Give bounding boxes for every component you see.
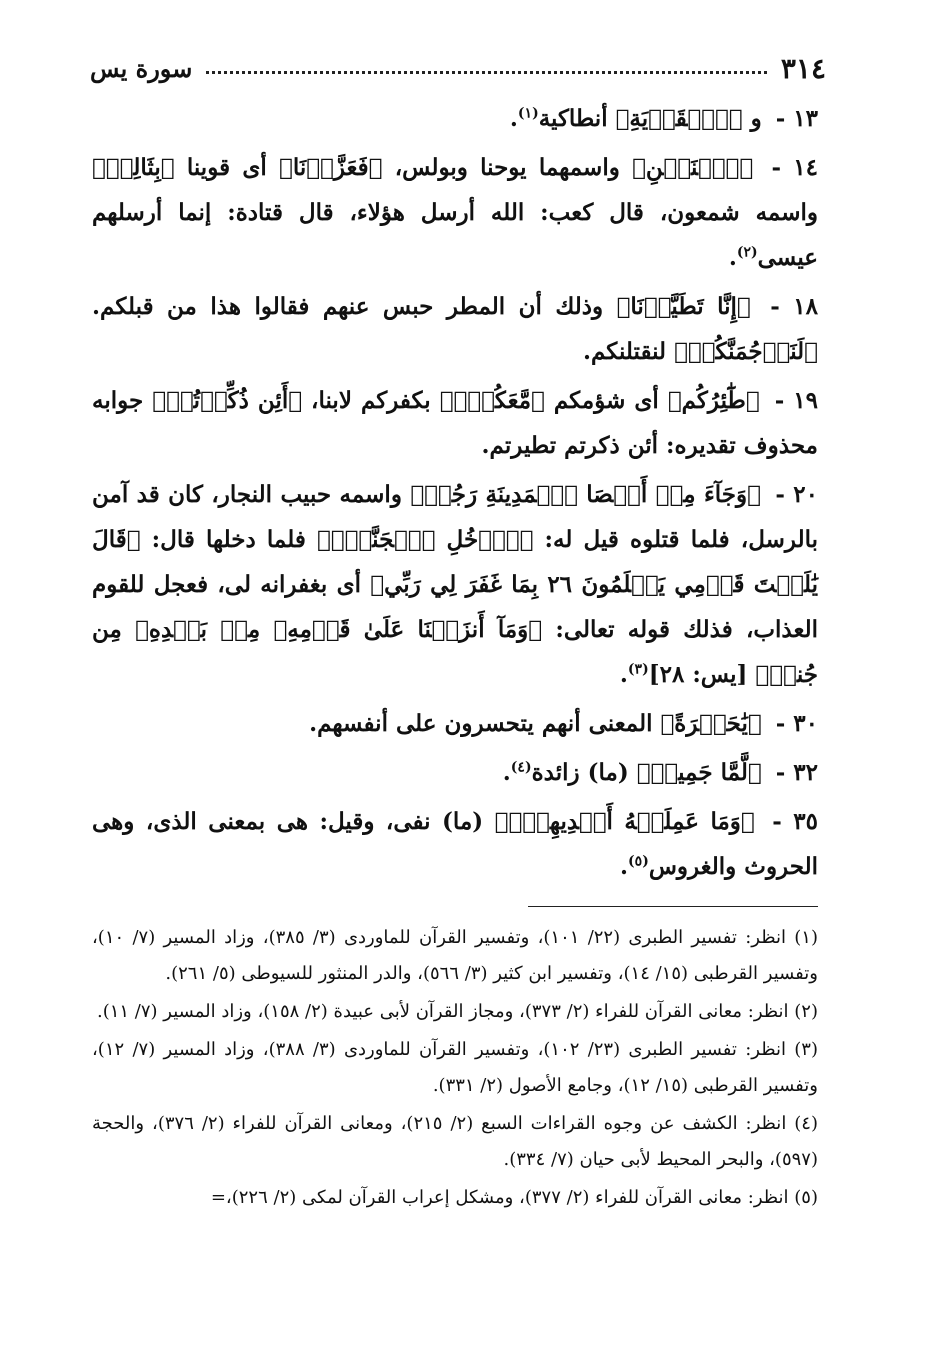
entry-text: ﴿إِنَّا تَطَيَّرۡنَا﴾ وذلك أن المطر حبس عنهم فقالوا هذا من قبلكم. ﴿لَنَرۡجُمَنَّكُمۡ﴾ لنقتلنكم. <box>92 293 818 365</box>
verse-number: ١٩ - <box>774 387 818 414</box>
verse-entry-14 <box>92 145 818 280</box>
entry-text: ﴿ٱثۡنَيۡنِ﴾ واسمهما يوحنا وبولس، ﴿فَعَزَّزۡنَا﴾ أى قوينا ﴿بِثَالِثٖ﴾ واسمه شمعون، قال كعب: الله أرسل هؤلاء، قال قتادة: إنما أرسلهم عيسى <box>92 154 818 271</box>
surah-name: سورة يس <box>90 53 193 83</box>
entry-text: ﴿يَٰحَسۡرَةً﴾ المعنى أنهم يتحسرون على أنفسهم. <box>309 710 762 737</box>
verse-entry-32 <box>92 750 818 795</box>
entry-text: و ﴿ٱلۡقَرۡيَةِ﴾ أنطاكية <box>538 105 762 132</box>
verse-number: ١٣ - <box>775 105 818 132</box>
footnote-ref[interactable]: (٤) <box>510 759 532 776</box>
header-dotted-leader <box>206 71 767 74</box>
page-header <box>90 48 826 88</box>
footnotes <box>92 920 818 1218</box>
entry-text: ﴿لَّمَّا جَمِيعٞ﴾ (ما) زائدة <box>531 759 762 786</box>
footnote-1: (١) انظر: تفسير الطبرى (٢٢/ ١٠١)، وتفسير القرآن للماوردى (٣/ ٣٨٥)، وزاد المسير (٧/ ١٠)، وتفسير القرطبى (١٥/ ١٤)، وتفسير ابن كثير (٣/ ٥٦٦)، والدر المنثور للسيوطى (٥/ ٢٦١). <box>92 927 818 984</box>
footnote-divider <box>528 906 818 907</box>
main-text <box>92 96 818 893</box>
entry-tail: . <box>619 661 628 688</box>
verse-entry-18 <box>92 284 818 374</box>
verse-entry-13 <box>92 96 818 141</box>
verse-entry-20 <box>92 472 818 697</box>
verse-number: ٢٠ - <box>775 481 818 508</box>
verse-number: ١٤ - <box>771 154 818 181</box>
verse-entry-35 <box>92 799 818 889</box>
verse-number: ٣٠ - <box>775 710 818 737</box>
footnote-4: (٤) انظر: الكشف عن وجوه القراءات السبع (٢/ ٢١٥)، ومعانى القرآن للفراء (٢/ ٣٧٦)، والحجة (٥٩٧)، والبحر المحيط لأبى حيان (٧/ ٣٣٤). <box>92 1113 818 1170</box>
verse-number: ٣٥ - <box>772 808 818 835</box>
footnote-5: (٥) انظر: معانى القرآن للفراء (٢/ ٣٧٧)، ومشكل إعراب القرآن لمكى (٢/ ٢٢٦)،= <box>210 1187 818 1208</box>
entry-tail: . <box>728 244 737 271</box>
footnote-3: (٣) انظر: تفسير الطبرى (٢٣/ ١٠٢)، وتفسير القرآن للماوردى (٣/ ٣٨٨)، وزاد المسير (٧/ ١٢)، وتفسير القرطبى (١٥/ ١٢)، وجامع الأصول (٢/ ٣٣١). <box>92 1039 818 1096</box>
verse-entry-30 <box>92 701 818 746</box>
footnote-ref[interactable]: (٢) <box>736 244 758 261</box>
entry-text: ﴿طَٰٓئِرُكُم﴾ أى شؤمكم ﴿مَّعَكُمۡۚ﴾ بكفركم لابنا، ﴿أَئِن ذُكِّرۡتُمۚ﴾ جوابه محذوف تقديره: أئن ذكرتم تطيرتم. <box>92 387 818 459</box>
entry-tail: . <box>502 759 511 786</box>
entry-tail: . <box>620 853 629 880</box>
footnote-2: (٢) انظر: معانى القرآن للفراء (٢/ ٣٧٣)، ومجاز القرآن لأبى عبيدة (٢/ ١٥٨)، وزاد المسير (٧/ ١١). <box>96 1001 818 1022</box>
verse-number: ٣٢ - <box>775 759 818 786</box>
footnote-ref[interactable]: (٥) <box>628 853 649 870</box>
page-number: ٣١٤ <box>780 51 826 85</box>
entry-text: ﴿وَمَا عَمِلَتۡهُ أَيۡدِيهِمۡۚ﴾ (ما) نفى، وقيل: هى بمعنى الذى، وهى الحروث والغروس <box>92 808 818 880</box>
entry-text: ﴿وَجَآءَ مِنۡ أَقۡصَا ٱلۡمَدِينَةِ رَجُلٞ﴾ واسمه حبيب النجار، كان قد آمن بالرسل، فلما قتلوه قيل له: ﴿ٱدۡخُلِ ٱلۡجَنَّةَۖ﴾ فلما دخلها قال: ﴿قَالَ يَٰلَيۡتَ قَوۡمِي يَعۡلَمُونَ ٢٦ بِمَا غَفَرَ لِي رَبِّي﴾ أى بغفرانه لى، فعجل للقوم العذاب، فذلك قوله تعالى: ﴿وَمَآ أَنزَلۡنَا عَلَىٰ قَوۡمِهِۦ مِنۢ بَعۡدِهِۦ مِن جُندٖ﴾ [يس: ٢٨] <box>92 481 818 688</box>
verse-number: ١٨ - <box>770 293 818 320</box>
footnote-ref[interactable]: (١) <box>517 105 539 122</box>
verse-entry-19 <box>92 378 818 468</box>
entry-tail: . <box>509 105 518 132</box>
footnote-ref[interactable]: (٣) <box>627 661 649 678</box>
